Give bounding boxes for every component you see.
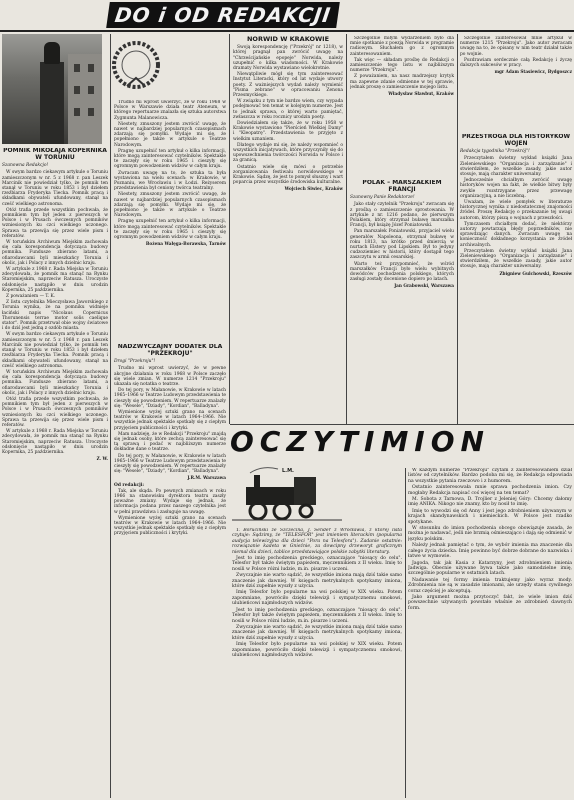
monument-photo <box>2 34 102 144</box>
paragraph: Niestety, zmuszony jestem zwrócić uwagę, że nawet w najbardziej popularnych czasopismach zdarzają się pomyłki. Wydaje mi się, że popełniono je także w artykule o Teatrze Narodowym. <box>114 121 226 148</box>
paragraph: Imię Telesfor było popularne na wsi polskiej w XIX wieku. Potem zapomniane, powróciło dzięki telewizji i sympatycznemu smokowi, ulubieńcowi najmłodszych widzów. <box>232 642 402 658</box>
section-header: DO i OD REDAKCJI <box>106 2 340 28</box>
paragraph: Jako stały czytelnik "Przekroju" zwracam się z prośbą o zamieszczenie sprostowania. W artykule z nr. 1216 podano, że pierwszym Polakiem, który otrzymał buławę marszałka Francji, był książę Józef Poniatowski. <box>350 202 454 229</box>
header-rule <box>0 30 574 32</box>
paragraph: Zwracam uwagę na to, że sztuka ta była wystawiona na wielu scenach: w Krakowie, w Poznaniu, we Wrocławiu i w Łodzi. Reżyserem przedstawienia był ceniony twórca teatralny. <box>114 170 226 192</box>
article-names <box>408 468 572 798</box>
paragraph: Jest to imię pochodzenia greckiego, oznaczające "niosący do celu". Telesfor był także świętym papieżem, męczennikiem z II wieku. Imię to nosili w Polsce różni ludzie, m.in. pisarze i uczeni. <box>232 607 402 624</box>
paragraph: Dowiedziałem się także, że w roku 1958 w Krakowie wystawiono "Pierścień Wielkiej Damy" i "Kleopatrę". Przedstawienia te przyjęto z wielkim uznaniem. <box>233 120 343 142</box>
paragraph: Wymienione wyżej sztuki grano na scenach teatrów w Krakowie w latach 1964–1966. Nie wszystkie jednak spektakle spotkały się z ciepłym przyjęciem publiczności i krytyki. <box>114 515 226 537</box>
paragraph: W każdym numerze "Przekroju" czytam z zainteresowaniem dział listów od czytelników. Bardzo podoba mi się, że Redakcja odpowiada na wszystkie pytania rzeczowo i z humorem. <box>408 468 572 484</box>
paragraph: W artykule z 1968 r. Rada Miejska w Toruniu zdecydowała, że pomnik ma stanąć na Rynku Staromiejskim, naprzeciw Ratusza. Uroczyste odsłonięcie nastąpiło w dniu urodzin Kopernika, 25 października. <box>2 267 108 293</box>
column-divider <box>457 34 458 424</box>
article-greeting: Redakcja tygodnika "Przekrój"! <box>460 149 530 155</box>
paragraph: Do tej pory, w Małanowie, w Krakowie w latach 1965–1966 w Teatrze Ludowym przedstawienia te cieszyły się powodzeniem. W repertuarze znalazły się: "Wesele", "Dziady", "Kordian", "Balladyna". <box>114 388 226 409</box>
paragraph: Szczególnie zainteresował mnie artykuł w numerze 1215 "Przekroju". Jako autor zwracam uwagę na to, że opisany w nim teatr działał także po wojnie. <box>460 36 572 57</box>
article-signature: Z. W. <box>96 456 108 462</box>
paragraph: W swym bardzo ciekawym artykule o Toruniu zamieszczonym w nr. 5 z 1968 r. pan Leszek Marcinik nie powiedział tylko, że pomnik ten stanął w Toruniu w roku 1853 i był dziełem rzeźbiarza Fryderyka Tiecka. Pomnik pracą i składkami obywateli ufundowany, stanął na cześć wielkiego astronoma. <box>2 332 108 369</box>
paragraph: Jest to imię pochodzenia greckiego, oznaczające "niosący do celu". Telesfor był także świętym papieżem, męczennikiem z II wieku. Imię to nosili w Polsce różni ludzie, m.in. pisarze i uczeni. <box>232 556 402 572</box>
paragraph: Z listu czytelnika Mieczysława Jaworskiego z Torunia wynika, że na pomniku widnieje łaciński napis "Nicolaus Copernicus Thorunensis terrae motor solis caelique stator". Pomnik przetrwał obie wojny światowe i do dziś jest jedną z ozdób miasta. <box>2 300 108 332</box>
paragraph: Zwyczajnie nie warto sądzić, że wszystkie imiona mają dziś takie samo znaczenie jak dawniej. W księgach metrykalnych spotykamy imiona, które dziś zupełnie wyszły z użycia. <box>232 624 402 641</box>
paragraph: Tymczasem chciałbym dodać, że niektórzy autorzy powtarzają błędy poprzedników, nie sprawdzając danych. Zwracam uwagę na konieczność dokładnego korzystania ze źródeł archiwalnych. <box>460 221 572 248</box>
paragraph: Pragnę uzupełnić ten artykuł o kilka informacji, które mogą zainteresować czytelników. Spektakle te zaczęły się w roku 1965 i cieszyły się ogromnym powodzeniem widzów w całym kraju. <box>114 148 226 170</box>
article-title: POMNIK MIKOŁAJA KOPERNIKA W TORUNIU <box>3 148 107 161</box>
article-greeting: Drogi "Przekroju"! <box>114 359 156 365</box>
article-norwid-continued <box>350 36 454 176</box>
article-telesfor <box>232 528 402 798</box>
paragraph: W toruńskim Archiwum Miejskim zachowała się cała korespondencja dotycząca budowy pomnika. Fundusze zbierano latami, a ofiarodawcami byli mieszkańcy Torunia i okolic, jak i Polacy z innych dzielnic kraju. <box>2 369 108 396</box>
column-divider <box>229 34 230 424</box>
article-copernicus <box>2 148 108 798</box>
paragraph: Trudno mi wprost uwierzyć, że w roku 1968 w Polsce w Warszawie działa teatr Ateneum, w którego repertuarze znalazła się sztuka autorstwa Zygmunta Malanowicza. <box>114 100 226 121</box>
paragraph: Ostatnio zainteresowała mnie sprawa pochodzenia imion. Czy mogłaby Redakcja napisać coś więcej na ten temat? <box>408 485 572 496</box>
paragraph: Pan marszałek Poniatowski, przyjaciel wielu generałów Napoleona, otrzymał buławę w roku 1813, na krótko przed śmiercią w nurtach Elstery pod Lipskiem. Był to jedyny cudzoziemiec w historii, który dostąpił tego zaszczytu w armii cesarskiej. <box>350 229 454 261</box>
article-theatre <box>114 100 226 340</box>
paragraph: Jednocześnie chciałbym zwrócić uwagę historyków wojen na fakt, że wielkie bitwy były zwykle rozstrzygane przez przewagę organizacyjną, a nie liczebną. <box>460 178 572 199</box>
paragraph: Trudno mi wprost uwierzyć, że w pewne akcyjne działania w roku 1968 w Polsce zaczęło się wiele zmian. W numerze 1214 "Przekroju" ukazała się notatka o teatrze. <box>114 366 226 387</box>
paragraph: Pozdrawiam serdecznie całą Redakcję i życzę dalszych sukcesów w pracy. <box>460 57 572 69</box>
locomotive-illustration-icon <box>232 465 342 525</box>
article-marshal <box>350 180 454 420</box>
paragraph: Jagoda, tak jak Kasia z Katarzyny, jest zdrobnieniem imienia Jadwiga. Obecnie używane bywa także jako samodzielne imię, szczególnie popularne w ostatnich latach. <box>408 560 572 577</box>
paragraph: Zwyczajnie nie warto sądzić, że wszystkie imiona mają dziś takie samo znaczenie jak dawniej. W księgach metrykalnych spotykamy imiona, które dziś zupełnie wyszły z użycia. <box>232 573 402 590</box>
article-signature: Władysław Sławbut, Kraków <box>388 91 454 97</box>
article-signature: Jan Grabowski, Warszawa <box>394 283 454 289</box>
paragraph: Otóż trafia przede wszystkim pochwała, że pomnikiem tym był jeden z pierwszych w Polsce i w Prusach ówczesnych pomników wzniesionych ku czci wielkiego uczonego. Sprawa ta przewija się przez wiele pism i referatów. <box>2 396 108 428</box>
paragraph: Imię to wywodzi się od Anny i jest jego zdrobnieniem używanym w krajach skandynawskich i niemieckich. W Polsce jest rzadko spotykane. <box>408 508 572 525</box>
paragraph: Warto też przypomnieć, że wśród marszałków Francji było wielu wybitnych dowódców pochodzenia polskiego, których zasługi zostały docenione dopiero po latach. <box>350 261 454 283</box>
paragraph: W stosunku do imion pochodzenia obcego obowiązuje zasada, że można je nadawać, jeśli nie brzmią ośmieszająco i dają się odmienić w języku polskim. <box>408 526 572 542</box>
article-norwid <box>233 36 343 322</box>
column-divider <box>346 34 347 424</box>
article-signature: Wojciech Siwiec, Kraków <box>284 186 343 192</box>
paragraph: Imię Telesfor było popularne na wsi polskiej w XIX wieku. Potem zapomniane, powróciło dzięki telewizji i sympatycznemu smokowi, ulubieńcowi najmłodszych widzów. <box>232 590 402 607</box>
paragraph: T. Boruciński ze Szczecina, J. Sender z Wrocławia, z której lista czytuje: Sądzimy, że "TELESFOR" jest imieniem literackim (popularna audycja telewizyjna dla dzieci "Pora na Telesfora"). Zadanie ostatnie: rozwiązanie kadeta w Gnieźnie, za dowcipny drzeworyt graficznym niemal dla dzieci, tablice przedstawiające polskie zabytki literatury. <box>232 528 402 555</box>
paragraph: Otóż trafia przede wszystkim pochwała, że pomnikiem tym był jeden z pierwszych w Polsce i w Prusach ówczesnych pomników wzniesionych ku czci wielkiego uczonego. Sprawa ta przewija się przez wiele pism i referatów. <box>2 207 108 239</box>
paragraph: Należy jednak pamiętać o tym, że wybór imienia ma znaczenie dla całego życia dziecka. Imię powinno być dobrze dobrane do nazwiska i łatwe w wymowie. <box>408 543 572 560</box>
article-signature: Bożena Wałęga-Borawska, Tarnów <box>145 241 226 247</box>
paragraph: Wymienione wyżej sztuki grano na scenach teatrów w Krakowie w latach 1964–1966. Nie wszystkie jednak spektakle spotkały się z ciepłym przyjęciem publiczności i krytyki. <box>114 410 226 431</box>
paragraph: Niestety, zmuszony jestem zwrócić uwagę, że nawet w najbardziej popularnych czasopismach zdarzają się pomyłki. Wydaje mi się, że popełniono je także w artykule o Teatrze Narodowym. <box>114 192 226 219</box>
paragraph: Do tej pory, w Małanowie, w Krakowie w latach 1965–1966 w Teatrze Ludowym przedstawienia te cieszyły się powodzeniem. W repertuarze znalazły się: "Wesele", "Dziady", "Kordian", "Balladyna". <box>114 453 226 475</box>
paragraph: W toruńskim Archiwum Miejskim zachowała się cała korespondencja dotycząca budowy pomnika. Fundusze zbierano latami, a ofiarodawcami byli mieszkańcy Torunia i okolic, jak i Polacy z innych dzielnic kraju. <box>2 240 108 266</box>
paragraph: Niewątpliwie mógł się tym zainteresować Instytut Literacki, który od lat wydaje utwory poety. Z ważniejszych wydań należy wymienić "Pisma zebrane" w opracowaniu Zenona Przesmyckiego. <box>233 72 343 98</box>
article-war-historians <box>460 134 572 422</box>
article-przekroj-supplement <box>114 344 226 798</box>
paragraph: M. Sobota z Tarnowa, D. Trojlier z Jeleniej Góry: Chcemy dałomy imię ANIKA. Nikogo nie znamy, kto by nosił to imię. <box>408 497 572 508</box>
paragraph: W związku z tym nie bardzo wiem, czy wypada podejmować ten temat w kolejnym numerze. Jest to jednak sprawa, o której warto pamiętać, zwłaszcza w roku rocznicy urodzin poety. <box>233 99 343 120</box>
paragraph: Przeczytałem świetny wykład książki Jana Zieleniewskiego "Organizacja i zarządzanie" i stwierdziłem, że wszelkie zasady, jakie autor stosuje, mają charakter uniwersalny. <box>460 156 572 177</box>
article-greeting: Szanowna Redakcjo! <box>2 163 49 169</box>
paragraph: Nadawanie tej formy imienia traktujemy jako wyraz mody. Zdrobnienia nie są w zasadzie imionami, ale urzędy stanu cywilnego coraz częściej je akceptują. <box>408 577 572 594</box>
paragraph: Tak więc — składam prośbę do Redakcji o zamieszczenie tego listu w najbliższym numerze "Przekroju". <box>350 57 454 74</box>
paragraph: Przeczytałem świetny wykład książki Jana Zieleniewskiego "Organizacja i zarządzanie" i stwierdziłem, że wszelkie zasady, jakie autor stosuje, mają charakter uniwersalny. <box>460 248 572 270</box>
article-letter <box>460 36 572 132</box>
paragraph: W artykule z 1968 r. Rada Miejska w Toruniu zdecydowała, że pomnik ma stanąć na Rynku Staromiejskim, naprzeciw Ratusza. Uroczyste odsłonięcie nastąpiło w dniu urodzin Kopernika, 25 października. <box>2 429 108 455</box>
paragraph: Z poważaniem, na nasz madrzejszy krytyk ma zapewne zdanie odmienne w tej sprawie, jednak proszę o zamieszczenie mojego listu. <box>350 74 454 90</box>
paragraph: Ostatnio wiele się mówi o potrzebie zorganizowania festiwalu norwidowskiego w Krakowie. Sądzę, że jest to pomysł słuszny i wart poparcia przez wszystkie środowiska kulturalne. <box>233 164 343 186</box>
article-title: NORWID W KRAKOWIE <box>246 36 330 43</box>
column-divider <box>405 468 406 798</box>
paragraph: Jako argument można przytoczyć fakt, że wiele imion dziś powszechnie używanych powstało właśnie ze zdrobnień dawnych form. <box>408 594 572 611</box>
oczytimion-banner: OCZYTIMION <box>230 425 490 458</box>
article-signature: mgr Adam Stasiewicz, Bydgoszcz <box>494 69 572 75</box>
article-greeting: Szanowny Panie Redaktorze! <box>350 195 415 201</box>
editor-reply-heading: Od redakcji: <box>114 482 145 488</box>
paragraph: Pragnę uzupełnić ten artykuł o kilka informacji, które mogą zainteresować czytelników. Spektakle te zaczęły się w roku 1965 i cieszyły się ogromnym powodzeniem widzów w całym kraju. <box>114 219 226 241</box>
paragraph: Mam nadzieję, że w Redakcji "Przekroju" znajdą się jednak osoby, które zechcą zainteresować się tą sprawą i podać w najbliższym numerze dokładne dane o teatrze. <box>114 431 226 453</box>
paragraph: Swoją korespondencję ("Przekrój" nr 1218), w której pragnął pan zwrócić uwagę na "Chrześcijańskie epopeje" Norwida, należy uzupełnić o kilka wiadomości. W Krakowie dramaty Norwida wystawiano wielokrotnie. <box>233 45 343 71</box>
column-divider <box>110 34 111 798</box>
train-label: L.M. <box>282 468 294 474</box>
article-signature: J.R.M. Warszawa <box>187 475 226 481</box>
paragraph: Uważam, że wiele pomyłek w literaturze historycznej wynika z niedostatecznej znajomości źródeł. Proszę Redakcję o przekazanie tej uwagi autorom, którzy piszą o wojnach z przeszłości. <box>460 200 572 221</box>
paragraph: Z poważaniem — T. K. <box>6 294 56 300</box>
paragraph: W swym bardzo ciekawym artykule o Toruniu zamieszczonym w nr. 5 z 1968 r. pan Leszek Marcinik nie powiedział tylko, że pomnik ten stanął w Toruniu w roku 1853 i był dziełem rzeźbiarza Fryderyka Tiecka. Pomnik pracą i składkami obywateli ufundowany, stanął na cześć wielkiego astronoma. <box>2 170 108 207</box>
paragraph: Dlatego wydaje mi się, że należy wspomnieć o wszystkich inicjatywach, które przyczyniły się do upowszechnienia twórczości Norwida w Polsce i za granicą. <box>233 142 343 164</box>
article-signature: Zbigniew Gulchowski, Rzeszów <box>499 270 572 276</box>
article-title: PRZESTROGA DLA HISTORYKÓW WOJEN <box>461 134 571 147</box>
paragraph: Tak, ale skąda. Po pewnych zmianach w roku 1966 na stanowisku dyrektora teatru zaszły poważne zmiany. Wydaje się jednak, że informacja podana przez naszego czytelnika jest w pełni prawdziwa i zasługuje na uwagę. <box>114 488 226 515</box>
article-title: NADZWYCZAJNY DODATEK DLA "PRZEKROJU" <box>117 344 223 357</box>
paragraph: Szczególnie miłym wydarzeniem było dla mnie spotkanie z poezją Norwida w programie radiowym. Słuchałem go z ogromnym zainteresowaniem. <box>350 36 454 57</box>
article-title: POLAK – MARSZAŁKIEM FRANCJI <box>362 180 442 193</box>
wreath-illustration-icon <box>105 34 167 96</box>
